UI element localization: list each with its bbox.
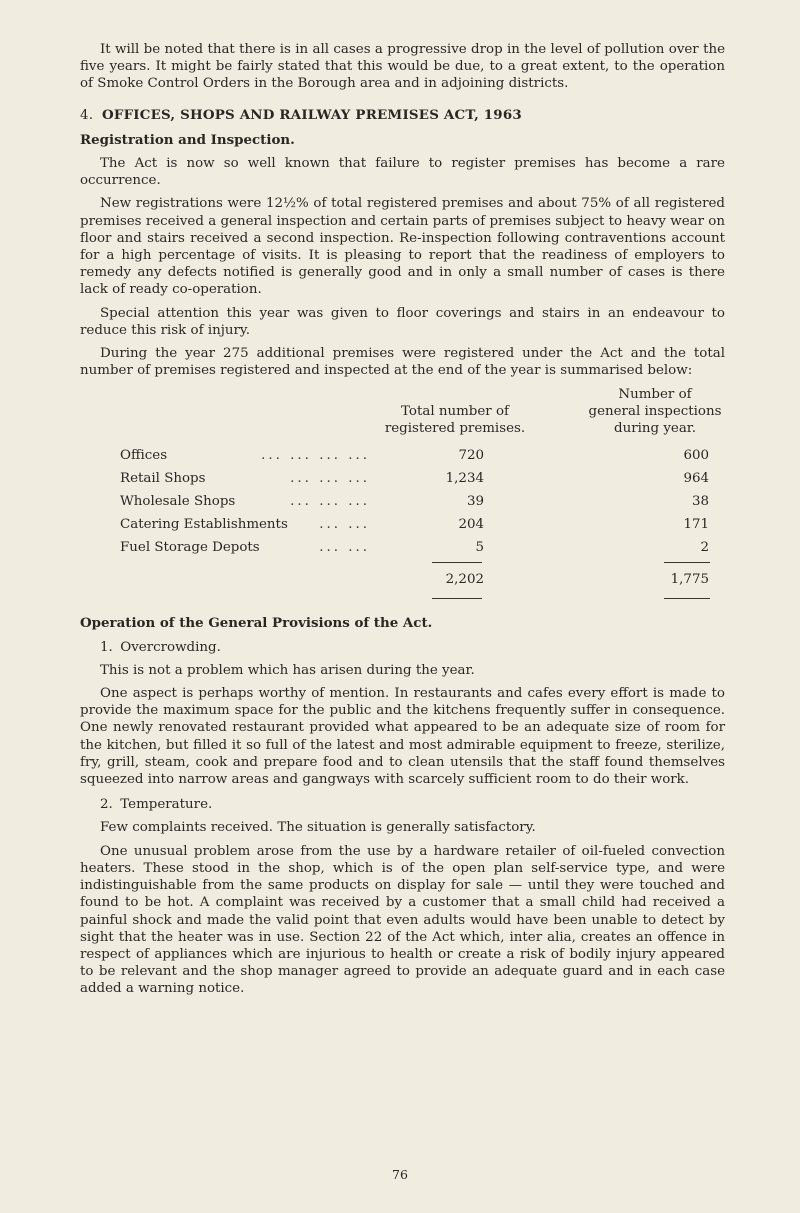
subtotal-rule-inspections [664, 562, 710, 563]
registration-paragraph-3: Special attention this year was given to floor coverings and stairs in an endeavour to reduce this risk of injury. [80, 305, 725, 338]
overcrowding-paragraph-1: This is not a problem which has arisen during the year. [100, 662, 475, 678]
total-rule-registered [432, 598, 482, 599]
temperature-paragraph-2: One unusual problem arose from the use by a hardware retailer of oil-fueled convection heaters. These stood in the shop, which is of the open plan self-service type, and were indistinguishable from the same products on display for sale — until they were touched and found to be hot. A complaint was received by a customer that a small child had received a painful shock and made the valid point that even adults would have been unable to detect by sight that the heater was in use. Section 22 of the Act which, inter alia, creates an offence in respect of appliances which are injurious to health or create a risk of bodily injury appeared to be relevant and the shop manager agreed to provide an adequate guard and in each case added a warning notice. [80, 843, 725, 997]
page-content [80, 41, 725, 1004]
intro-paragraph: It will be noted that there is in all cases a progressive drop in the level of pollution over the five years. It might be fairly stated that this would be due, to a great extent, to the operation of Smoke Control Orders in the Borough area and in adjoining districts. [80, 42, 725, 92]
overcrowding-paragraph-2: One aspect is perhaps worthy of mention. In restaurants and cafes every effort is made to provide the maximum space for the public and the kitchens frequently suffer in consequence. One newly renovated restaurant provided what appeared to be an adequate size of room for the kitchen, but filled it so full of the latest and most admirable equipment to freeze, sterilize, fry, grill, steam, cook and prepare food and to clean utensils that the staff found themselves squeezed into narrow areas and gangways with scarcely sufficient room to do their work. [80, 686, 725, 788]
table-row: Catering Establishments ... ... 204 171 [120, 517, 709, 533]
premises-table [80, 381, 725, 671]
registration-heading: Registration and Inspection. [80, 131, 295, 148]
temperature-paragraph-1: Few complaints received. The situation is generally satisfactory. [100, 820, 536, 836]
item-temperature: 2. Temperature. [100, 797, 213, 813]
table-total-row: 2,202 1,775 [445, 572, 709, 588]
section-title: OFFICES, SHOPS AND RAILWAY PREMISES ACT, 1963 [102, 106, 522, 123]
operation-heading: Operation of the General Provisions of the Act. [80, 615, 433, 632]
col-registered-header: Total number of registered premises. [384, 404, 526, 437]
total-rule-inspections [664, 598, 710, 599]
table-row: Fuel Storage Depots ... ... 5 2 [120, 540, 709, 556]
page-number: 76 [392, 1167, 408, 1182]
registration-paragraph-4: During the year 275 additional premises were registered under the Act and the total number of premises registered and inspected at the end of the year is summarised below: [80, 346, 725, 379]
registration-paragraph-2: New registrations were 12½% of total registered premises and about 75% of all registered premises received a general inspection and certain parts of premises subject to heavy wear on floor and stairs received a second inspection. Re-inspection following contraventions account for a high percentage of visits. It is pleasing to report that the readiness of employers to remedy any defects notified is generally good and in only a small number of cases is there lack of ready co-operation. [80, 196, 725, 298]
table-row: Retail Shops ... ... ... 1,234 964 [120, 471, 709, 487]
table-row: Offices ... ... ... ... 720 600 [120, 448, 709, 464]
item-overcrowding: 1. Overcrowding. [100, 639, 221, 655]
table-row: Wholesale Shops ... ... ... 39 38 [120, 494, 709, 510]
subtotal-rule-registered [432, 562, 482, 563]
registration-paragraph-1: The Act is now so well known that failure to register premises has become a rare occurrence. [80, 156, 725, 189]
section-heading [80, 107, 725, 124]
section-number: 4. [80, 107, 94, 123]
col-inspections-header: Number of general inspections during year. [588, 387, 722, 437]
